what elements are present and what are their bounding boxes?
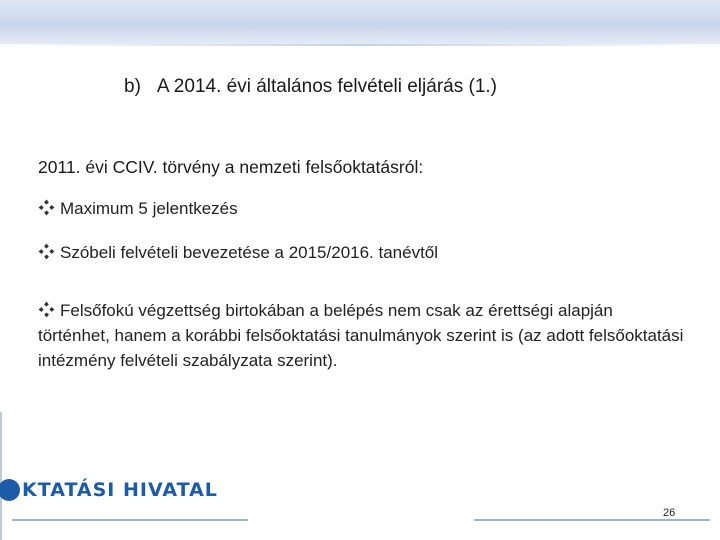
logo — [0, 476, 218, 504]
diamond-bullet-icon — [38, 199, 55, 216]
title-marker: b) — [124, 76, 141, 97]
footer-divider-left — [12, 519, 248, 521]
logo-dot-icon — [0, 479, 20, 501]
bullet-item — [38, 196, 238, 221]
bullet-text: Maximum 5 jelentkezés — [60, 199, 238, 218]
title-text: A 2014. évi általános felvételi eljárás (1.) — [156, 76, 497, 97]
logo-text: KTATÁSI HIVATAL — [22, 479, 218, 501]
bullet-item — [38, 298, 688, 373]
header-band — [0, 0, 720, 46]
footer-divider-right — [474, 519, 710, 521]
diamond-bullet-icon — [38, 301, 55, 318]
bullet-text: Szóbeli felvételi bevezetése a 2015/2016. tanévtől — [60, 243, 439, 262]
slide-title — [124, 76, 497, 98]
diamond-bullet-icon — [38, 243, 55, 260]
law-heading: 2011. évi CCIV. törvény a nemzeti felsőoktatásról: — [38, 157, 424, 177]
bullet-text: Felsőfokú végzettség birtokában a belépés nem csak az érettségi alapján történhet, hanem a korábbi felsőoktatási tanulmányok szerint is (az adott felsőoktatási intézmény felvételi szabályzata szerint). — [38, 301, 684, 370]
page-number: 26 — [663, 507, 676, 519]
bullet-item — [38, 240, 438, 265]
